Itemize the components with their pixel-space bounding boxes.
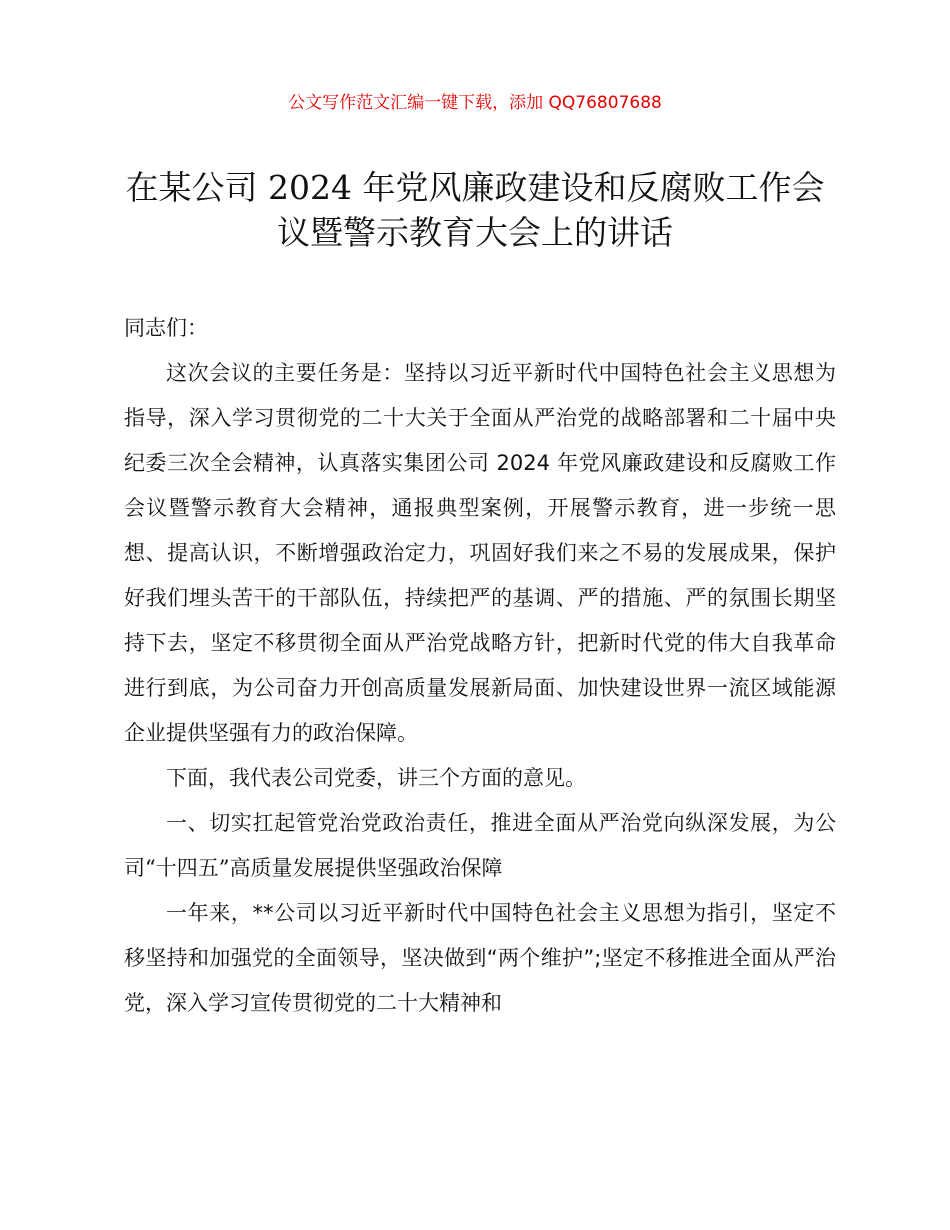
- paragraph-2: 下面，我代表公司党委，讲三个方面的意见。: [166, 766, 586, 790]
- section-heading-1: 一、切实扛起管党治党政治责任，推进全面从严治党向纵深发展，为公司“十四五”高质量发展提供坚强政治保障: [124, 811, 836, 880]
- salutation: 同志们：: [124, 316, 208, 340]
- title-line-2: 议暨警示教育大会上的讲话: [277, 213, 673, 252]
- paragraph-3: 一年来，**公司以习近平新时代中国特色社会主义思想为指引，坚定不移坚持和加强党的全面领导，坚决做到“两个维护”;坚定不移推进全面从严治党，深入学习宣传贯彻党的二十大精神和: [124, 901, 836, 1015]
- title-line-1: 在某公司 2024 年党风廉政建设和反腐败工作会: [125, 168, 825, 207]
- paragraph-1: 这次会议的主要任务是：坚持以习近平新时代中国特色社会主义思想为指导，深入学习贯彻党的二十大关于全面从严治党的战略部署和二十届中央纪委三次全会精神，认真落实集团公司 2024 年党风廉政建设和反腐败工作会议暨警示教育大会精神，通报典型案例，开展警示教育，进一步统一思想、提高认识，不断增强政治定力，巩固好我们来之不易的发展成果，保护好我们埋头苦干的干部队伍，持续把严的基调、严的措施、严的氛围长期坚持下去，坚定不移贯彻全面从严治党战略方针，把新时代党的伟大自我革命进行到底，为公司奋力开创高质量发展新局面、加快建设世界一流区域能源企业提供坚强有力的政治保障。: [124, 361, 836, 745]
- download-banner: 公文写作范文汇编一键下载，添加 QQ76807688: [288, 93, 662, 113]
- document-title: [110, 165, 840, 255]
- document-body: [124, 306, 836, 1026]
